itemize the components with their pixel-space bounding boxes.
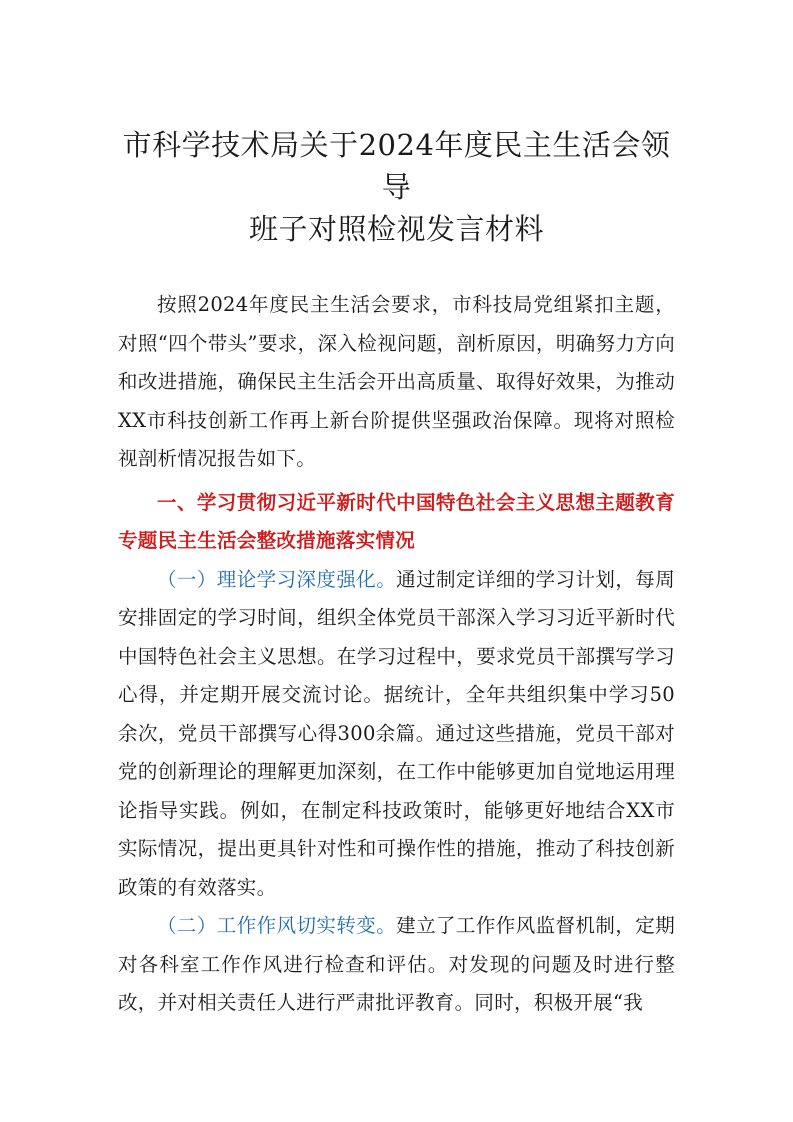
document-title xyxy=(118,0,675,250)
section-heading-1: 一、学习贯彻习近平新时代中国特色社会主义思想主题教育专题民主生活会整改措施落实情况 xyxy=(118,490,675,552)
subsection-text-2: 建立了工作作风监督机制，定期对各科室工作作风进行检查和评估。对发现的问题及时进行整改，并对相关责任人进行严肃批评教育。同时，积极开展“我 xyxy=(118,914,675,1014)
subsection-label-2: （二）工作作风切实转变。 xyxy=(157,914,397,937)
subsection-label-1: （一）理论学习深度强化。 xyxy=(157,567,397,591)
title-line-2: 班子对照检视发言材料 xyxy=(248,212,544,246)
subsection-text-1: 通过制定详细的学习计划，每周安排固定的学习时间，组织全体党员干部深入学习习近平新时代中国特色社会主义思想。在学习过程中，要求党员干部撰写学习心得，并定期开展交流讨论。据统计，全年共组织集中学习50余次，党员干部撰写心得300余篇。通过这些措施，党员干部对党的创新理论的理解更加深刻，在工作中能够更加自觉地运用理论指导实践。例如，在制定科技政策时，能够更好地结合XX市实际情况，提出更具针对性和可操作性的措施，推动了科技创新政策的有效落实。 xyxy=(118,567,675,899)
intro-paragraph: 按照2024年度民主生活会要求，市科技局党组紧扣主题，对照“四个带头”要求，深入检视问题，剖析原因，明确努力方向和改进措施，确保民主生活会开出高质量、取得好效果，为推动XX市科技创新工作再上新台阶提供坚强政治保障。现将对照检视剖析情况报告如下。 xyxy=(118,293,675,470)
subsection-paragraph-1 xyxy=(118,561,675,908)
subsection-paragraph-2 xyxy=(118,907,675,1023)
title-line-1: 市科学技术局关于2024年度民主生活会领导 xyxy=(122,128,671,204)
